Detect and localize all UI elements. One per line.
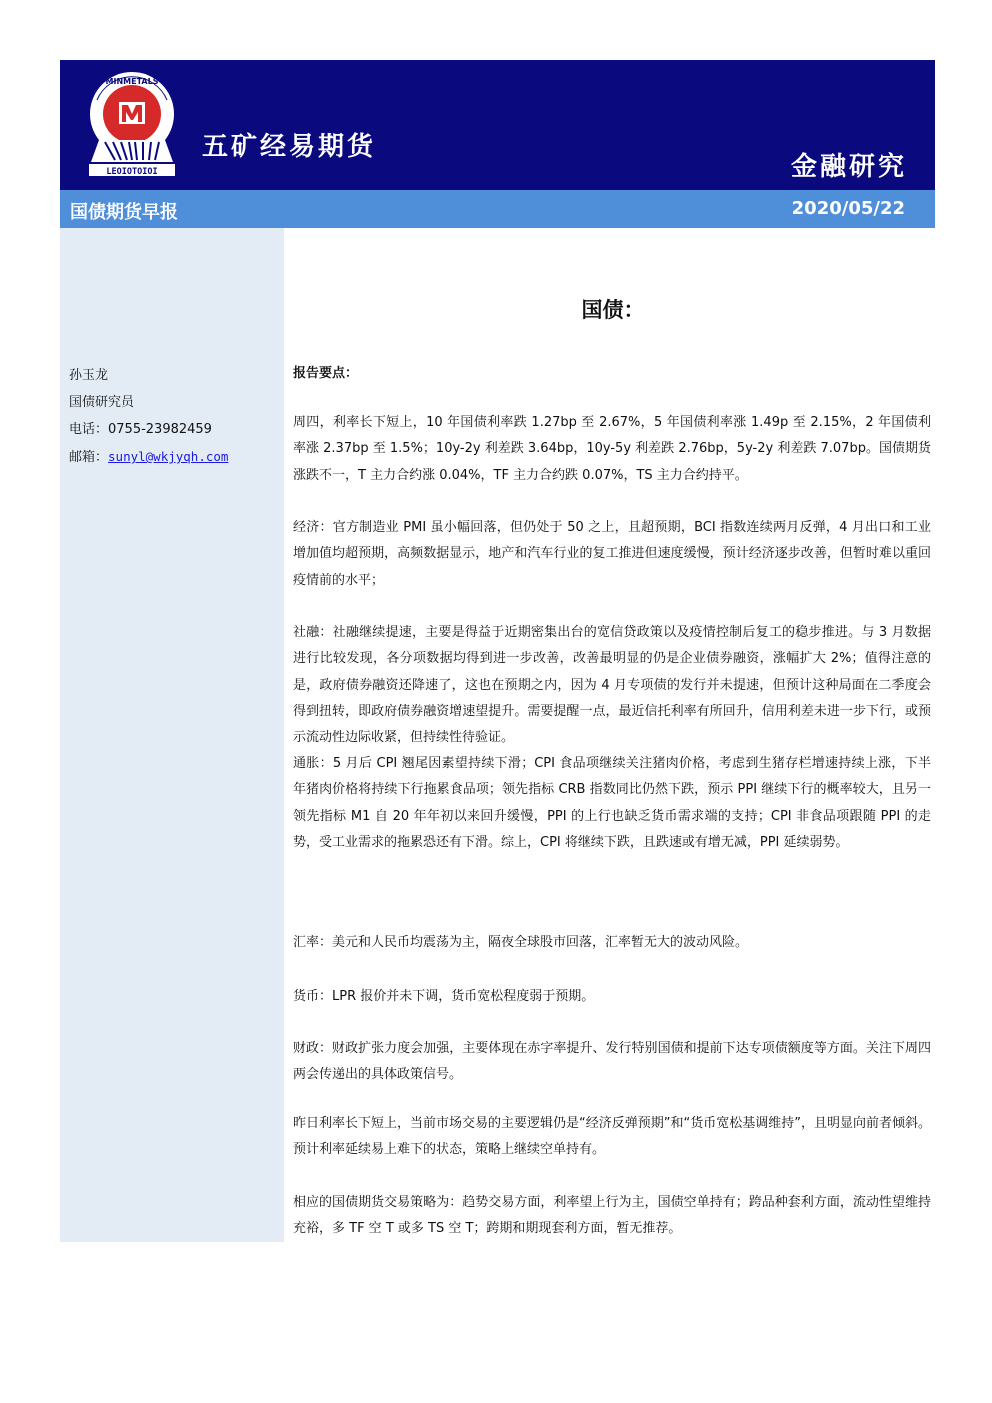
- email-link[interactable]: sunyl@wkjyqh.com: [108, 449, 229, 464]
- summary-heading: 报告要点：: [293, 366, 359, 381]
- document-title: 国债：: [581, 298, 645, 322]
- author-title: 国债研究员: [69, 395, 135, 410]
- report-subbar: [60, 190, 935, 228]
- author-email-row: [69, 443, 228, 471]
- svg-text:LEOIOTOIOI: LEOIOTOIOI: [106, 167, 158, 177]
- minmetals-logo: [85, 70, 180, 180]
- paragraph-monetary: 货币：LPR 报价并未下调，货币宽松程度弱于预期。: [293, 989, 595, 1004]
- report-date: 2020/05/22: [791, 198, 905, 219]
- paragraph-fx: 汇率：美元和人民币均震荡为主，隔夜全球股市回落，汇率暂无大的波动风险。: [293, 935, 749, 950]
- paragraph-fiscal: 财政：财政扩张力度会加强，主要体现在赤字率提升、发行特别国债和提前下达专项债额度等方面。关注下周四两会传递出的具体政策信号。: [293, 1041, 931, 1083]
- report-type: 国债期货早报: [70, 202, 178, 223]
- section-title: 金融研究: [790, 152, 907, 182]
- company-name: 五矿经易期货: [202, 132, 377, 162]
- paragraph-outlook: 昨日利率长下短上，当前市场交易的主要逻辑仍是“经济反弹预期”和“货币宽松基调维持”，且明显向前者倾斜。预计利率延续易上难下的状态，策略上继续空单持有。: [293, 1116, 931, 1158]
- author-sidebar: [60, 228, 284, 1242]
- paragraph-inflation: 通胀：5 月后 CPI 翘尾因素望持续下滑；CPI 食品项继续关注猪肉价格，考虑到生猪存栏增速持续上涨，下半年猪肉价格将持续下行拖累食品项；领先指标 CRB 指数同比仍然下跌，预示 PPI 继续下行的概率较大，且另一领先指标 M1 自 20 年年初以来回升缓慢，PPI 的上行也缺乏货币需求端的支持；CPI 非食品项跟随 PPI 的走势，受工业需求的拖累恐还有下滑。综上，CPI 将继续下跌，且跌速或有增无减，PPI 延续弱势。: [293, 756, 931, 850]
- report-header: [60, 60, 935, 190]
- author-phone: 电话：0755-23982459: [69, 422, 212, 437]
- svg-text:MINMETALS: MINMETALS: [105, 77, 159, 86]
- email-label: 邮箱：: [69, 450, 109, 465]
- paragraph-economy: 经济：官方制造业 PMI 虽小幅回落，但仍处于 50 之上，且超预期，BCI 指数连续两月反弹，4 月出口和工业增加值均超预期，高频数据显示，地产和汽车行业的复工推进但速度缓慢，预计经济逐步改善，但暂时难以重回疫情前的水平；: [293, 520, 931, 588]
- author-name: 孙玉龙: [69, 368, 109, 383]
- paragraph-social-financing: 社融：社融继续提速，主要是得益于近期密集出台的宽信贷政策以及疫情控制后复工的稳步推进。与 3 月数据进行比较发现，各分项数据均得到进一步改善，改善最明显的仍是企业债券融资，涨幅扩大 2%；值得注意的是，政府债券融资还降速了，这也在预期之内，因为 4 月专项债的发行并未提速，但预计这种局面在二季度会得到扭转，即政府债券融资增速望提升。需要提醒一点，最近信托利率有所回升，信用利差未进一步下行，或预示流动性边际收紧，但持续性待验证。: [293, 625, 931, 746]
- author-info: [69, 362, 228, 471]
- paragraph-strategy: 相应的国债期货交易策略为：趋势交易方面，利率望上行为主，国债空单持有；跨品种套利方面，流动性望维持充裕，多 TF 空 T 或多 TS 空 T；跨期和期现套利方面，暂无推荐。: [293, 1195, 931, 1237]
- paragraph-rates: 周四，利率长下短上，10 年国债利率跌 1.27bp 至 2.67%，5 年国债利率涨 1.49p 至 2.15%，2 年国债利率涨 2.37bp 至 1.5%；10y-2y 利差跌 3.64bp，10y-5y 利差跌 2.76bp，5y-2y 利差跌 7.07bp。国债期货涨跌不一，T 主力合约涨 0.04%，TF 主力合约跌 0.07%，TS 主力合约持平。: [293, 415, 931, 483]
